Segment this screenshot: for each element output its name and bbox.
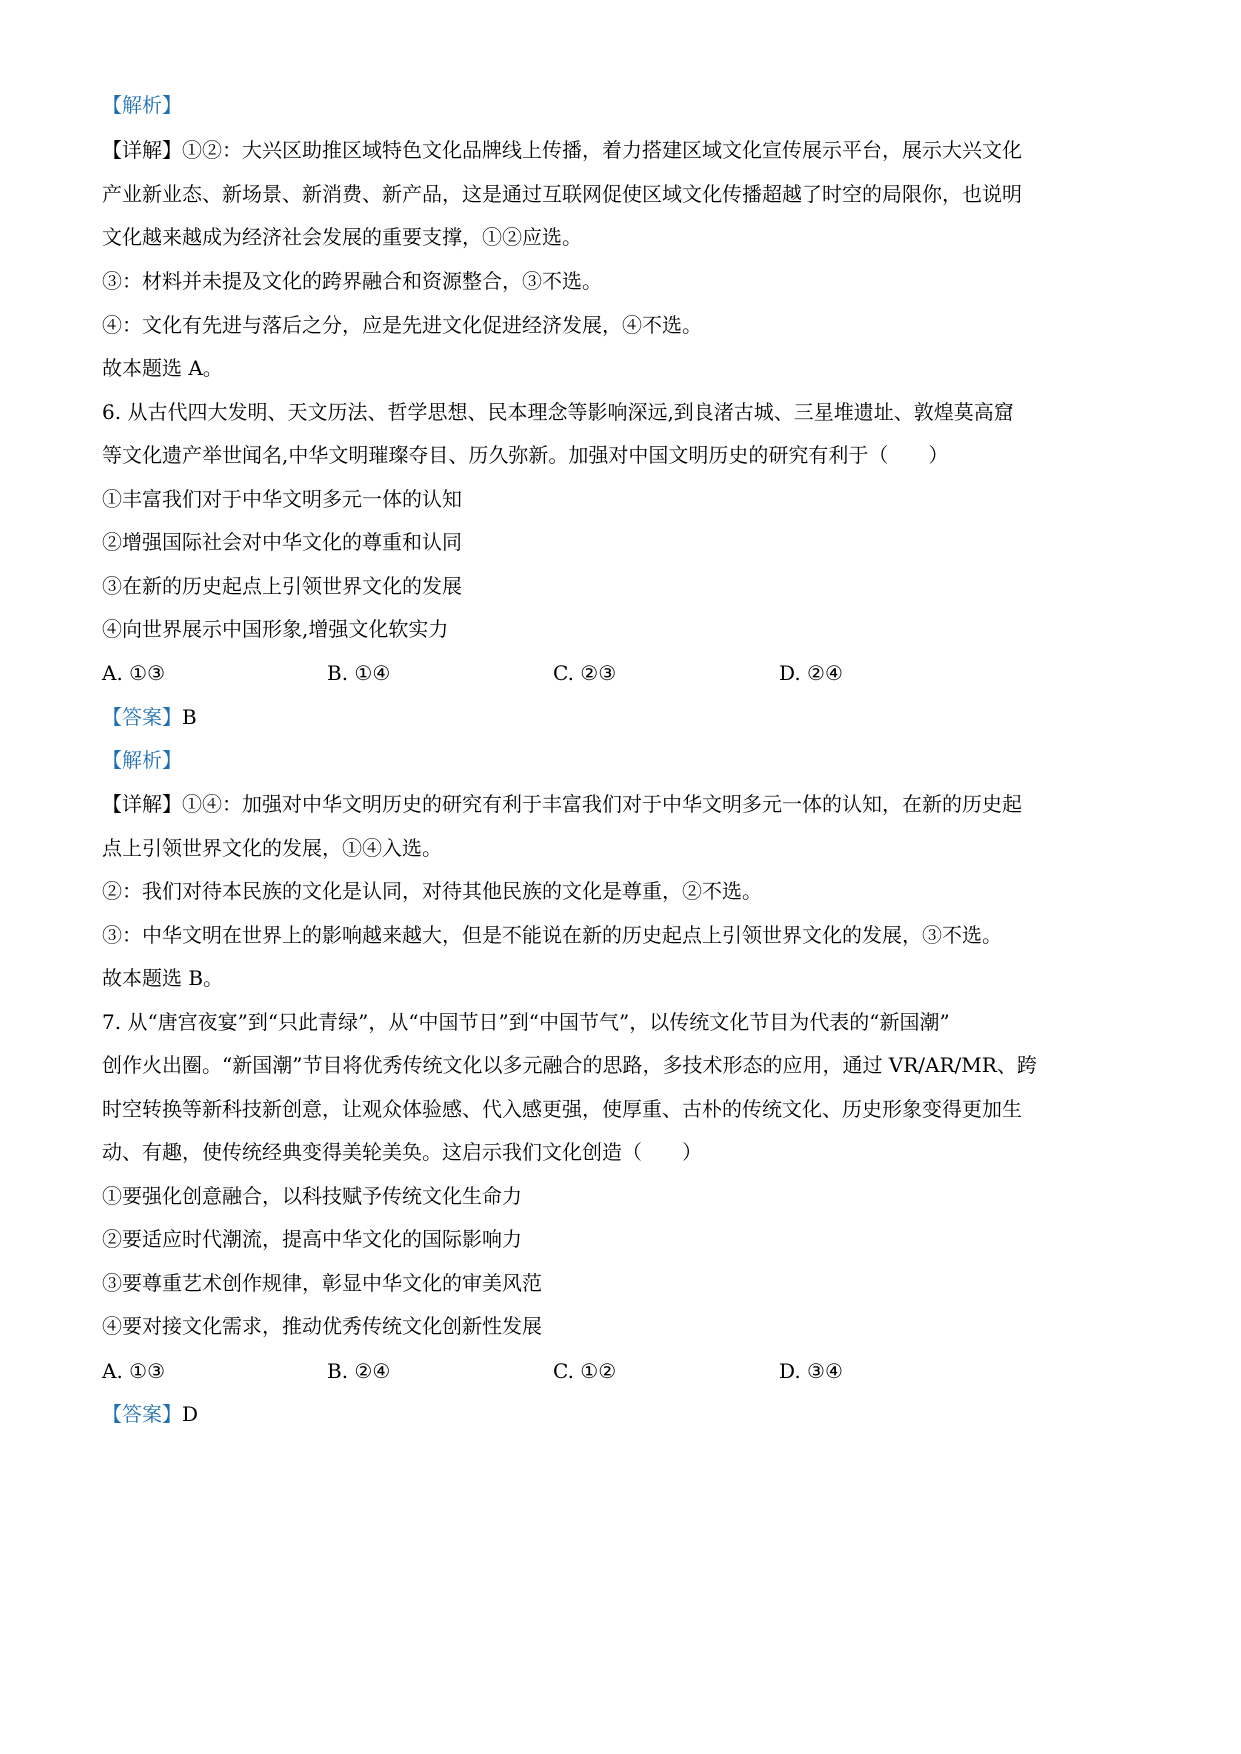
q6-stem-line-2: 等文化遗产举世闻名,中华文明璀璨夺目、历久弥新。加强对中国文明历史的研究有利于（ ） xyxy=(102,443,949,467)
q7-stem-line-2: 创作火出圈。“新国潮”节目将优秀传统文化以多元融合的思路，多技术形态的应用，通过 VR/AR/MR、跨 xyxy=(102,1053,1037,1077)
q5-point-3: ③：材料并未提及文化的跨界融合和资源整合，③不选。 xyxy=(102,269,602,293)
q6-answer xyxy=(102,703,197,731)
answer-value: D xyxy=(182,1402,199,1426)
q7-item-2: ②要适应时代潮流，提高中华文化的国际影响力 xyxy=(102,1227,522,1251)
q5-detail-line-1 xyxy=(102,136,1022,164)
detail-tag: 【详解】 xyxy=(102,138,182,162)
answer-tag: 【答案】 xyxy=(102,1402,182,1426)
q6-option-c: C. ②③ xyxy=(553,661,617,685)
q7-option-d: D. ③④ xyxy=(779,1359,843,1383)
q7-answer xyxy=(102,1400,198,1428)
detail-text: ①④：加强对中华文明历史的研究有利于丰富我们对于中华文明多元一体的认知，在新的历史起 xyxy=(182,792,1022,816)
q5-detail-line-2: 产业新业态、新场景、新消费、新产品，这是通过互联网促使区域文化传播超越了时空的局限你，也说明 xyxy=(102,182,1022,206)
q7-option-b: B. ②④ xyxy=(327,1359,391,1383)
q5-detail-line-3: 文化越来越成为经济社会发展的重要支撑，①②应选。 xyxy=(102,225,582,249)
q6-stem-line-1: 6. 从古代四大发明、天文历法、哲学思想、民本理念等影响深远,到良渚古城、三星堆遗址、敦煌莫高窟 xyxy=(102,400,1014,424)
q5-conclusion: 故本题选 A。 xyxy=(102,356,223,380)
q6-item-4: ④向世界展示中国形象,增强文化软实力 xyxy=(102,617,449,641)
q7-item-4: ④要对接文化需求，推动优秀传统文化创新性发展 xyxy=(102,1314,542,1338)
q6-item-2: ②增强国际社会对中华文化的尊重和认同 xyxy=(102,530,462,554)
q7-stem-line-1: 7. 从“唐宫夜宴”到“只此青绿”，从“中国节日”到“中国节气”，以传统文化节目为代表的“新国潮” xyxy=(102,1010,950,1034)
analysis-tag: 【解析】 xyxy=(102,748,182,772)
q6-point-2: ②：我们对待本民族的文化是认同，对待其他民族的文化是尊重，②不选。 xyxy=(102,879,762,903)
q6-item-3: ③在新的历史起点上引领世界文化的发展 xyxy=(102,574,462,598)
detail-tag: 【详解】 xyxy=(102,792,182,816)
q7-option-a: A. ①③ xyxy=(102,1359,166,1383)
q6-point-3: ③：中华文明在世界上的影响越来越大，但是不能说在新的历史起点上引领世界文化的发展，③不选。 xyxy=(102,923,1002,947)
q6-detail-line-1 xyxy=(102,790,1022,818)
q6-conclusion: 故本题选 B。 xyxy=(102,966,224,990)
q5-analysis-heading xyxy=(102,91,182,119)
answer-tag: 【答案】 xyxy=(102,705,182,729)
q7-stem-line-4: 动、有趣，使传统经典变得美轮美奂。这启示我们文化创造（ ） xyxy=(102,1140,702,1164)
q6-option-a: A. ①③ xyxy=(102,661,166,685)
q7-item-3: ③要尊重艺术创作规律，彰显中华文化的审美风范 xyxy=(102,1271,542,1295)
analysis-tag: 【解析】 xyxy=(102,93,182,117)
answer-value: B xyxy=(182,705,197,729)
q7-option-c: C. ①② xyxy=(553,1359,617,1383)
q5-point-4: ④：文化有先进与落后之分，应是先进文化促进经济发展，④不选。 xyxy=(102,313,702,337)
q6-option-d: D. ②④ xyxy=(779,661,843,685)
q6-detail-line-2: 点上引领世界文化的发展，①④入选。 xyxy=(102,836,442,860)
q7-stem-line-3: 时空转换等新科技新创意，让观众体验感、代入感更强，使厚重、古朴的传统文化、历史形象变得更加生 xyxy=(102,1097,1022,1121)
detail-text: ①②：大兴区助推区域特色文化品牌线上传播，着力搭建区域文化宣传展示平台，展示大兴文化 xyxy=(182,138,1022,162)
q6-analysis-heading xyxy=(102,746,182,774)
q7-item-1: ①要强化创意融合，以科技赋予传统文化生命力 xyxy=(102,1184,522,1208)
q6-option-b: B. ①④ xyxy=(327,661,391,685)
q6-item-1: ①丰富我们对于中华文明多元一体的认知 xyxy=(102,487,462,511)
